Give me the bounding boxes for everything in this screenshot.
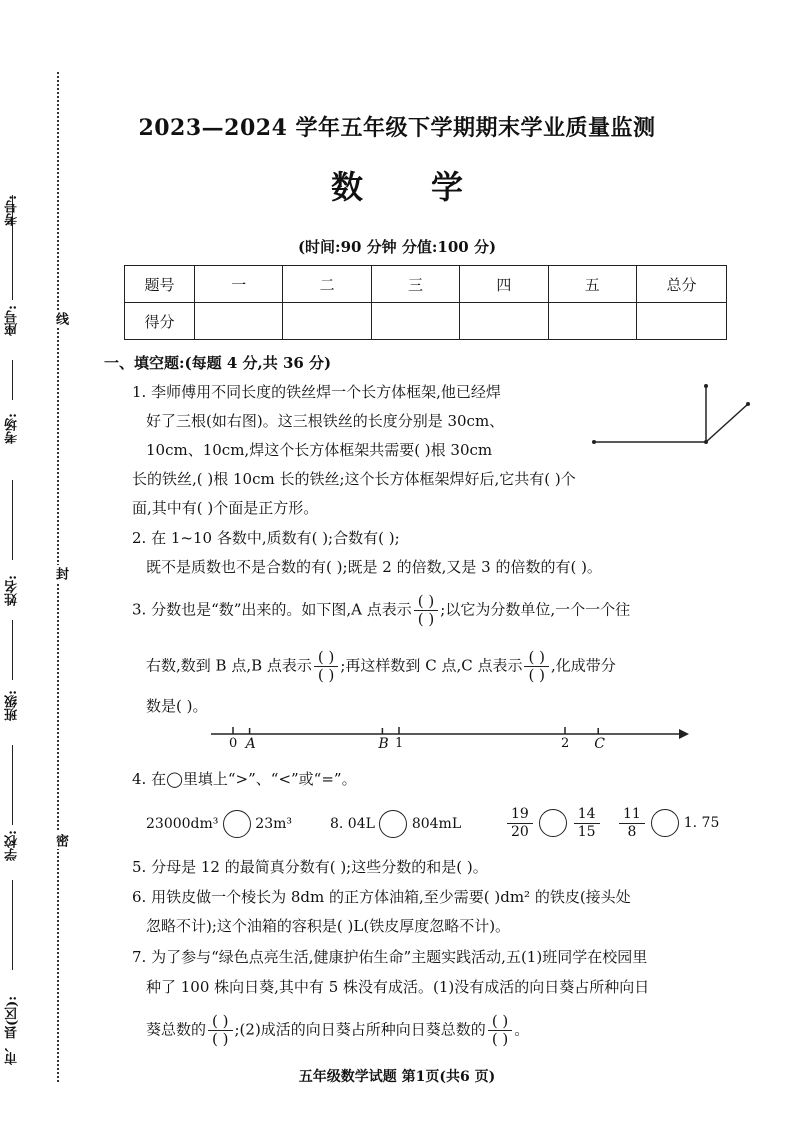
score-cell[interactable] (371, 303, 459, 340)
wire-frame-figure (588, 380, 758, 450)
q7-line: 种了 100 株向日葵,其中有 5 株没有成活。(1)没有成活的向日葵占所种向日 (146, 978, 650, 996)
score-cell[interactable] (283, 303, 371, 340)
q7-text: 。 (514, 1020, 530, 1039)
compare-circle[interactable] (651, 809, 679, 837)
q7-line (146, 1013, 529, 1048)
divider (12, 260, 13, 300)
q4-line (132, 765, 357, 794)
seal-mark-secret: 密 (53, 834, 68, 847)
divider (12, 620, 13, 680)
frac-num: ( ) (314, 649, 338, 667)
seal-mark-seal: 封 (53, 567, 68, 580)
q7-line: 7. 为了参与“绿色点亮生活,健康护佑生命”主题实践活动,五(1)班同学在校园里 (132, 948, 648, 966)
exam-number-label: 考号: (5, 195, 20, 226)
subject-char: 数 (330, 168, 363, 206)
q1-line: 1. 李师傅用不同长度的铁丝焊一个长方体框架,他已经焊 (132, 383, 501, 401)
compare-circle[interactable] (223, 810, 251, 838)
frac-num: 11 (619, 806, 645, 824)
q7-text: 葵总数的 (146, 1020, 207, 1039)
frac-num: ( ) (208, 1013, 232, 1031)
city-county-label: 市、县(区): (5, 995, 20, 1065)
q4-compare (146, 810, 292, 839)
seat-number-label: 座号: (5, 305, 20, 336)
fraction (619, 806, 645, 841)
divider (12, 745, 13, 825)
q1-line: 面,其中有( )个面是正方形。 (132, 499, 319, 517)
score-table-header: 四 (460, 266, 548, 303)
exam-title: 2023—2024 学年五年级下学期期末学业质量监测 (138, 115, 656, 141)
frac-num: ( ) (414, 593, 438, 611)
number-line (205, 722, 695, 754)
q3-text: ;以它为分数单位,一个一个往 (440, 600, 631, 619)
q3-text: 右数,数到 B 点,B 点表示 (146, 656, 312, 675)
q1-line: 长的铁丝,( )根 10cm 长的铁丝;这个长方体框架焊好后,它共有( )个 (132, 470, 576, 488)
score-table-header: 三 (371, 266, 459, 303)
name-label: 姓名: (5, 575, 20, 606)
q4-value: 1. 75 (683, 815, 720, 831)
divider (12, 360, 13, 400)
fraction-blank (314, 649, 338, 684)
score-cell[interactable] (195, 303, 283, 340)
frac-den: 20 (511, 823, 529, 840)
q4-value: 23000dm³ (146, 816, 219, 832)
score-table-header: 一 (195, 266, 283, 303)
fraction-blank (208, 1013, 232, 1048)
subject-char: 学 (431, 168, 464, 206)
frac-den: ( ) (212, 1030, 229, 1048)
q6-line: 6. 用铁皮做一个棱长为 8dm 的正方体油箱,至少需要( )dm² 的铁皮(接头处 (132, 888, 631, 906)
q3-text: ,化成带分 (550, 656, 616, 675)
section-title: 一、填空题:(每题 4 分,共 36 分) (104, 354, 332, 372)
frac-num: 19 (507, 806, 533, 824)
number-line-tick-label: 1 (395, 736, 404, 751)
q4-value: 804mL (411, 816, 462, 832)
score-table-header: 五 (548, 266, 636, 303)
fraction-blank (488, 1013, 512, 1048)
q2-line: 既不是质数也不是合数的有( );既是 2 的倍数,又是 3 的倍数的有( )。 (146, 558, 602, 576)
q1-line: 好了三根(如右图)。这三根铁丝的长度分别是 30cm、 (146, 412, 505, 430)
divider (12, 880, 13, 970)
number-line-point-label: C (594, 736, 605, 752)
score-row-label: 得分 (125, 303, 195, 340)
q7-text: ;(2)成活的向日葵占所种向日葵总数的 (234, 1020, 486, 1039)
q3-line (132, 593, 630, 628)
fraction (507, 806, 533, 841)
frac-den: ( ) (491, 1030, 509, 1048)
frac-num: ( ) (488, 1013, 512, 1031)
number-line-tick-label: 0 (229, 736, 238, 751)
time-info: (时间:90 分钟 分值:100 分) (297, 238, 497, 256)
score-table-header-row (125, 266, 727, 303)
q3-line: 数是( )。 (146, 697, 208, 715)
frac-den: ( ) (528, 666, 545, 684)
score-cell[interactable] (548, 303, 636, 340)
frac-den: ( ) (417, 610, 435, 628)
page-footer: 五年级数学试题 第1页(共6 页) (298, 1069, 496, 1085)
score-cell[interactable] (637, 303, 727, 340)
q4-value: 8. 04L (330, 816, 375, 832)
q5-line: 5. 分母是 12 的最简真分数有( );这些分数的和是( )。 (132, 858, 488, 876)
score-table-score-row (125, 303, 727, 340)
compare-circle[interactable] (539, 809, 567, 837)
school-label: 学校: (5, 830, 20, 861)
frac-num: ( ) (524, 649, 548, 667)
exam-room-label: 考场: (5, 413, 20, 444)
q4-value: 23m³ (255, 816, 292, 832)
fraction (574, 806, 600, 841)
q1-line: 10cm、10cm,焊这个长方体框架共需要( )根 30cm (146, 441, 493, 459)
subject-title (0, 162, 794, 208)
frac-den: 15 (577, 823, 596, 840)
q3-text: 3. 分数也是“数”出来的。如下图,A 点表示 (132, 600, 412, 619)
q3-line (146, 649, 616, 684)
score-table (124, 265, 727, 340)
q4-compare (330, 810, 461, 839)
q2-line: 2. 在 1~10 各数中,质数有( );合数有( ); (132, 529, 400, 547)
fraction-blank (524, 649, 548, 684)
q6-line: 忽略不计);这个油箱的容积是( )L(铁皮厚度忽略不计)。 (146, 917, 511, 935)
score-table-header: 二 (283, 266, 371, 303)
number-line-point-label: B (378, 736, 389, 752)
compare-circle[interactable] (379, 810, 407, 838)
score-table-header: 题号 (125, 266, 195, 303)
fraction-blank (414, 593, 438, 628)
number-line-point-label: A (245, 736, 256, 752)
score-table-header: 总分 (637, 266, 727, 303)
q4-compare (505, 803, 602, 843)
class-label: 班级: (5, 690, 20, 721)
number-line-tick-label: 2 (561, 736, 570, 751)
q4-compare (617, 803, 719, 843)
frac-den: 8 (627, 823, 637, 840)
seal-mark-line: 线 (53, 312, 68, 325)
q3-text: ;再这样数到 C 点,C 点表示 (340, 656, 523, 675)
score-cell[interactable] (460, 303, 548, 340)
divider (12, 480, 13, 560)
frac-den: ( ) (317, 666, 335, 684)
frac-num: 14 (574, 806, 600, 824)
q4-text: 4. 在◯里填上“>”、“<”或“=”。 (132, 770, 357, 788)
